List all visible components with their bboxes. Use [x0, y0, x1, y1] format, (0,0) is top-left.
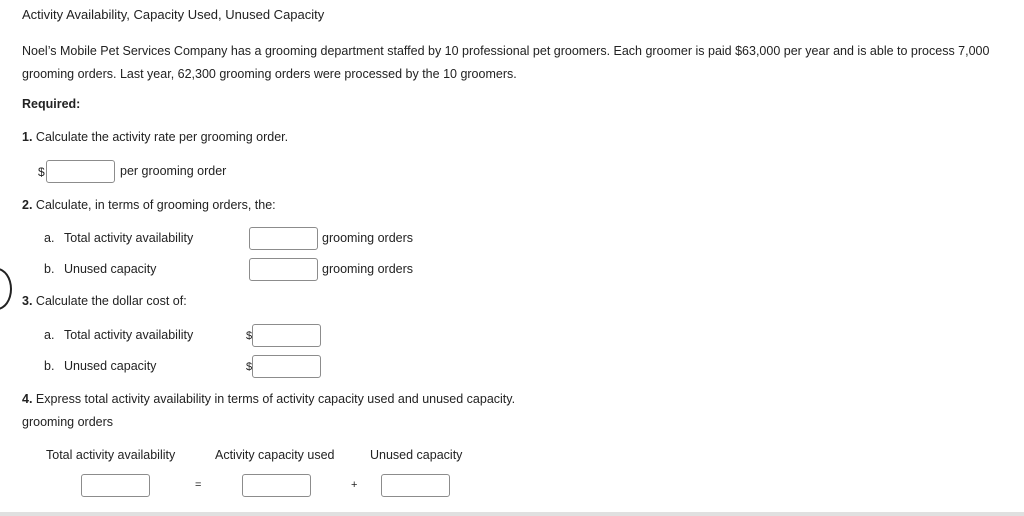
- q3b-letter: b.: [44, 359, 55, 373]
- q3a-currency-symbol: $: [246, 330, 253, 342]
- question-2-text: Calculate, in terms of grooming orders, the:: [35, 198, 276, 212]
- q2a-unit: grooming orders: [322, 231, 414, 245]
- q2a-label: Total activity availability: [64, 231, 194, 245]
- q3a-total-activity-cost-input[interactable]: [252, 324, 321, 347]
- question-1: [22, 130, 288, 144]
- required-label: Required:: [22, 97, 81, 111]
- q4-activity-capacity-used-input[interactable]: [242, 474, 311, 497]
- question-2-number: 2.: [22, 198, 33, 212]
- q2a-total-activity-availability-input[interactable]: [249, 227, 318, 250]
- question-4: [22, 392, 515, 406]
- q4-header-activity-capacity-used: Activity capacity used: [215, 448, 335, 462]
- q3a-label: Total activity availability: [64, 328, 194, 342]
- problem-intro: Noel’s Mobile Pet Services Company has a grooming department staffed by 10 professional pet groomers. Each groomer is paid $63,000 per year and is able to process 7,000 grooming orders. Last year, 62,300 grooming orders were processed by the 10 groomers.: [22, 44, 990, 81]
- question-1-number: 1.: [22, 130, 33, 144]
- q2a-letter: a.: [44, 231, 55, 245]
- q2b-label: Unused capacity: [64, 262, 157, 276]
- q4-subtitle: grooming orders: [22, 415, 114, 429]
- q1-currency-symbol: $: [38, 165, 45, 179]
- question-2: [22, 198, 276, 212]
- question-4-number: 4.: [22, 392, 33, 406]
- question-3: [22, 294, 187, 308]
- q4-header-unused-capacity: Unused capacity: [370, 448, 463, 462]
- q4-header-total-activity-availability: Total activity availability: [46, 448, 176, 462]
- q3a-letter: a.: [44, 328, 55, 342]
- q1-activity-rate-input[interactable]: [46, 160, 115, 183]
- page-title: Activity Availability, Capacity Used, Unused Capacity: [22, 7, 325, 22]
- q2b-unit: grooming orders: [322, 262, 414, 276]
- q2b-letter: b.: [44, 262, 55, 276]
- q4-plus-sign: +: [351, 479, 358, 491]
- q4-total-activity-availability-input[interactable]: [81, 474, 150, 497]
- q2b-unused-capacity-input[interactable]: [249, 258, 318, 281]
- question-3-text: Calculate the dollar cost of:: [35, 294, 187, 308]
- question-1-text: Calculate the activity rate per grooming order.: [35, 130, 289, 144]
- q4-unused-capacity-input[interactable]: [381, 474, 450, 497]
- q3b-unused-capacity-cost-input[interactable]: [252, 355, 321, 378]
- bottom-divider: [0, 512, 1024, 516]
- question-3-number: 3.: [22, 294, 33, 308]
- q3b-label: Unused capacity: [64, 359, 157, 373]
- q1-unit-label: per grooming order: [120, 164, 227, 178]
- question-4-text: Express total activity availability in terms of activity capacity used and unused capacity.: [35, 392, 516, 406]
- side-scroll-indicator: [0, 268, 12, 310]
- q3b-currency-symbol: $: [246, 361, 253, 373]
- q4-equals-sign: =: [195, 479, 202, 491]
